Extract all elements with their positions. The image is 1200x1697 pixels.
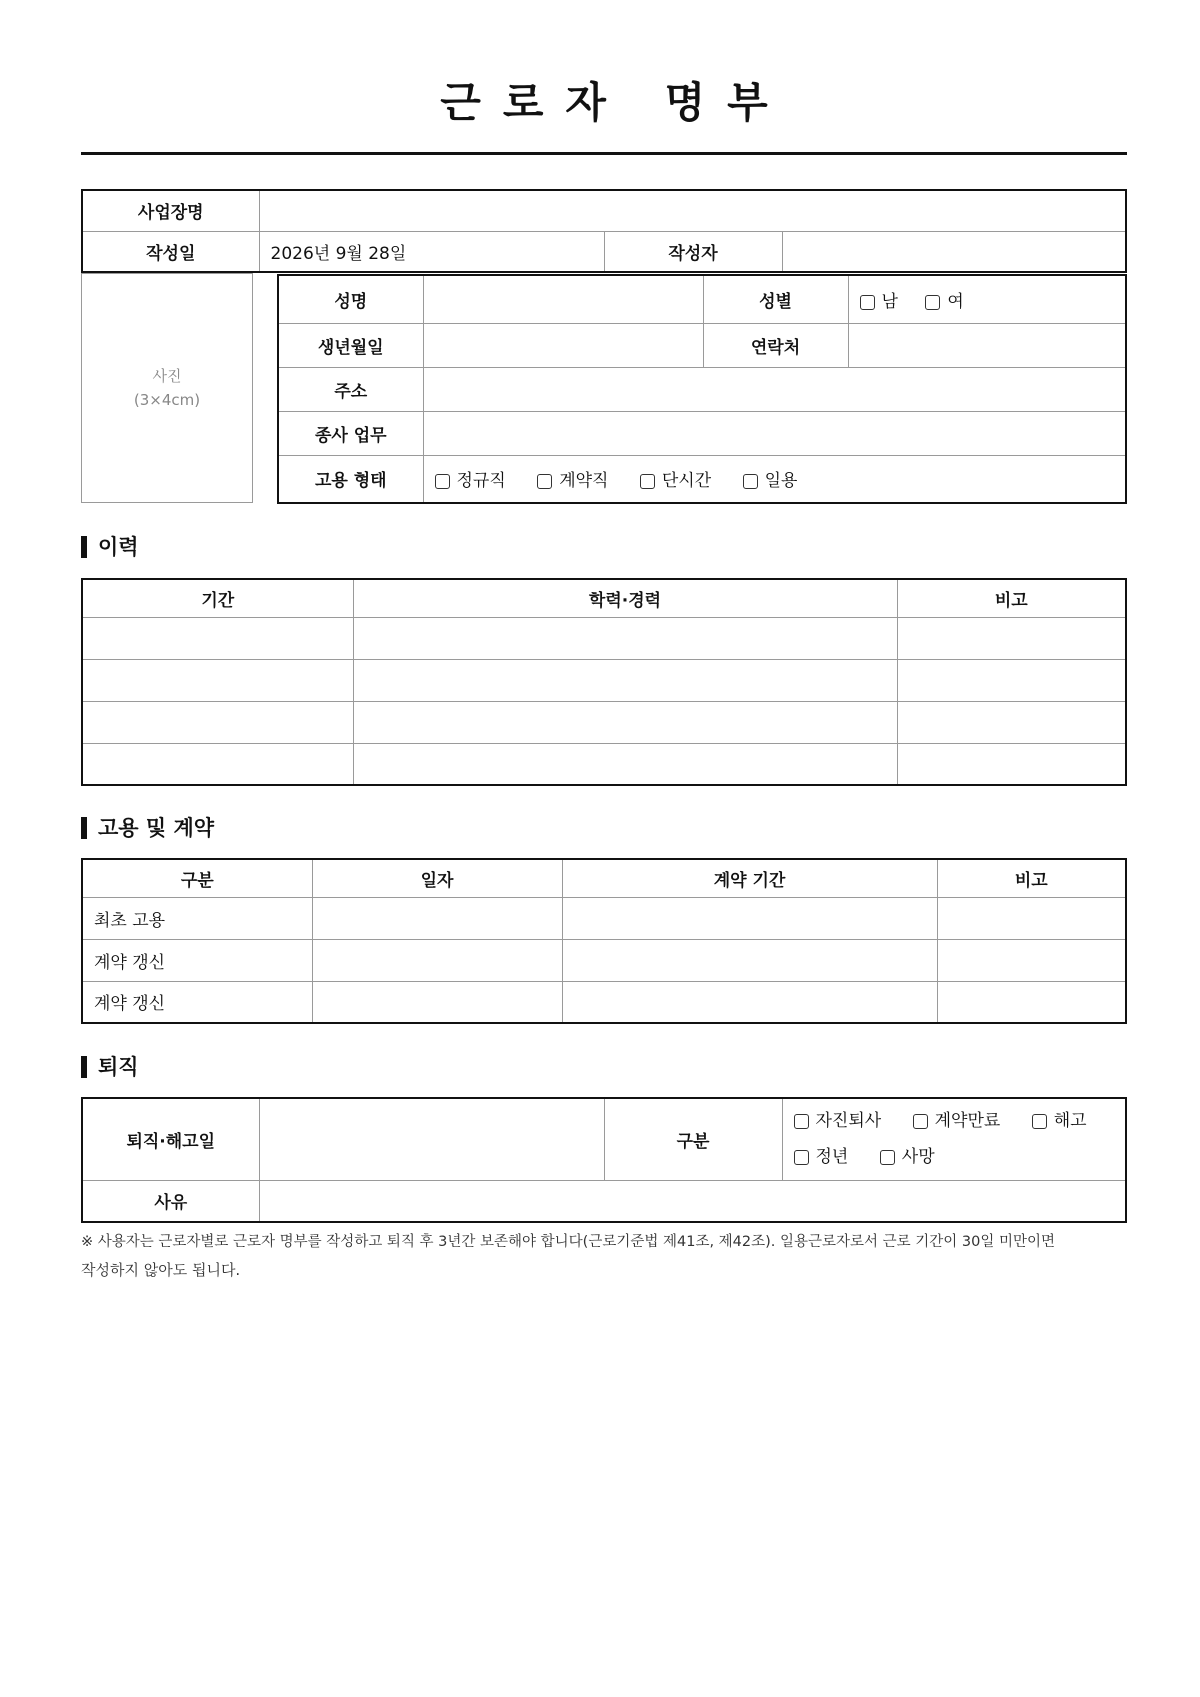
job-label: 종사 업무 <box>278 411 423 455</box>
contract-col-remarks: 비고 <box>937 859 1126 897</box>
table-row <box>82 617 1126 659</box>
reason-field[interactable] <box>259 1180 1126 1222</box>
contract-cell[interactable] <box>312 939 562 981</box>
history-table <box>81 578 1127 786</box>
retirement-option-expiry[interactable]: 계약만료 <box>913 1103 1001 1139</box>
history-cell[interactable] <box>353 743 897 785</box>
contract-cell[interactable] <box>562 939 937 981</box>
employment-option-regular[interactable]: 정규직 <box>435 466 506 491</box>
birth-label: 생년월일 <box>278 323 423 367</box>
employment-option-contract[interactable]: 계약직 <box>537 466 608 491</box>
address-field[interactable] <box>423 367 1126 411</box>
author-field[interactable] <box>782 231 1126 272</box>
employment-type-label: 고용 형태 <box>278 455 423 503</box>
checkbox-icon <box>435 474 450 489</box>
table-row <box>82 659 1126 701</box>
history-cell[interactable] <box>897 659 1126 701</box>
header-table <box>81 189 1127 273</box>
checkbox-icon <box>794 1114 809 1129</box>
retirement-option-voluntary[interactable]: 자진퇴사 <box>794 1103 882 1139</box>
history-cell[interactable] <box>82 701 353 743</box>
reason-label: 사유 <box>82 1180 259 1222</box>
checkbox-icon <box>1032 1114 1047 1129</box>
history-cell[interactable] <box>897 701 1126 743</box>
retirement-date-label: 퇴직·해고일 <box>82 1098 259 1180</box>
photo-label: 사진 <box>152 367 182 385</box>
employment-option-parttime[interactable]: 단시간 <box>640 466 711 491</box>
employment-option-daily[interactable]: 일용 <box>743 466 798 491</box>
checkbox-icon <box>913 1114 928 1129</box>
gender-options <box>848 275 1126 323</box>
contact-field[interactable] <box>848 323 1126 367</box>
contract-col-date: 일자 <box>312 859 562 897</box>
contract-cell[interactable] <box>937 981 1126 1023</box>
document-title: 근로자 명부 <box>440 78 790 127</box>
history-col-period: 기간 <box>82 579 353 617</box>
contract-cell[interactable] <box>937 939 1126 981</box>
checkbox-icon <box>880 1150 895 1165</box>
table-row <box>82 743 1126 785</box>
history-cell[interactable] <box>353 701 897 743</box>
footnote-line-2: 작성하지 않아도 됩니다. <box>81 1261 241 1279</box>
gender-option-female[interactable]: 여 <box>925 287 963 312</box>
contract-type-cell: 계약 갱신 <box>82 981 312 1023</box>
history-cell[interactable] <box>82 743 353 785</box>
contract-type-cell: 최초 고용 <box>82 897 312 939</box>
employment-type-options <box>423 455 1126 503</box>
business-name-field[interactable] <box>259 190 1126 231</box>
contract-table <box>81 858 1127 1024</box>
address-label: 주소 <box>278 367 423 411</box>
retirement-type-options <box>782 1098 1126 1180</box>
retirement-heading: 퇴직 <box>81 1051 139 1081</box>
checkbox-icon <box>640 474 655 489</box>
photo-size-label: (3×4cm) <box>133 391 201 409</box>
contract-cell[interactable] <box>937 897 1126 939</box>
contract-col-type: 구분 <box>82 859 312 897</box>
checkbox-icon <box>860 295 875 310</box>
contract-col-period: 계약 기간 <box>562 859 937 897</box>
retirement-table <box>81 1097 1127 1223</box>
title-divider <box>81 152 1127 155</box>
photo-placeholder[interactable] <box>81 273 253 503</box>
contract-cell[interactable] <box>562 981 937 1023</box>
name-label: 성명 <box>278 275 423 323</box>
checkbox-icon <box>537 474 552 489</box>
history-cell[interactable] <box>82 659 353 701</box>
personal-info-table <box>277 274 1127 504</box>
birth-field[interactable] <box>423 323 703 367</box>
retirement-option-dismissal[interactable]: 해고 <box>1032 1103 1087 1139</box>
gender-option-male[interactable]: 남 <box>860 287 898 312</box>
date-field[interactable]: 2026년 9월 28일 <box>259 231 604 272</box>
date-label: 작성일 <box>82 231 259 272</box>
checkbox-icon <box>794 1150 809 1165</box>
table-row <box>82 701 1126 743</box>
history-cell[interactable] <box>82 617 353 659</box>
history-cell[interactable] <box>353 659 897 701</box>
business-name-label: 사업장명 <box>82 190 259 231</box>
history-col-remarks: 비고 <box>897 579 1126 617</box>
retirement-option-death[interactable]: 사망 <box>880 1139 935 1175</box>
table-row <box>82 981 1126 1023</box>
checkbox-icon <box>743 474 758 489</box>
history-cell[interactable] <box>897 617 1126 659</box>
contract-cell[interactable] <box>562 897 937 939</box>
checkbox-icon <box>925 295 940 310</box>
contract-cell[interactable] <box>312 981 562 1023</box>
history-col-education: 학력·경력 <box>353 579 897 617</box>
history-cell[interactable] <box>897 743 1126 785</box>
contract-cell[interactable] <box>312 897 562 939</box>
table-row <box>82 939 1126 981</box>
job-field[interactable] <box>423 411 1126 455</box>
author-label: 작성자 <box>604 231 782 272</box>
retirement-date-field[interactable] <box>259 1098 604 1180</box>
history-heading: 이력 <box>81 531 139 561</box>
contact-label: 연락처 <box>703 323 848 367</box>
footnote-line-1: ※ 사용자는 근로자별로 근로자 명부를 작성하고 퇴직 후 3년간 보존해야 합니다(근로기준법 제41조, 제42조). 일용근로자로서 근로 기간이 30일 미만이면 <box>81 1234 1056 1250</box>
retirement-type-label: 구분 <box>604 1098 782 1180</box>
retirement-option-age[interactable]: 정년 <box>794 1139 849 1175</box>
contract-type-cell: 계약 갱신 <box>82 939 312 981</box>
contract-heading: 고용 및 계약 <box>81 812 214 842</box>
gender-label: 성별 <box>703 275 848 323</box>
name-field[interactable] <box>423 275 703 323</box>
footnote <box>81 1228 1127 1284</box>
table-row <box>82 897 1126 939</box>
history-cell[interactable] <box>353 617 897 659</box>
